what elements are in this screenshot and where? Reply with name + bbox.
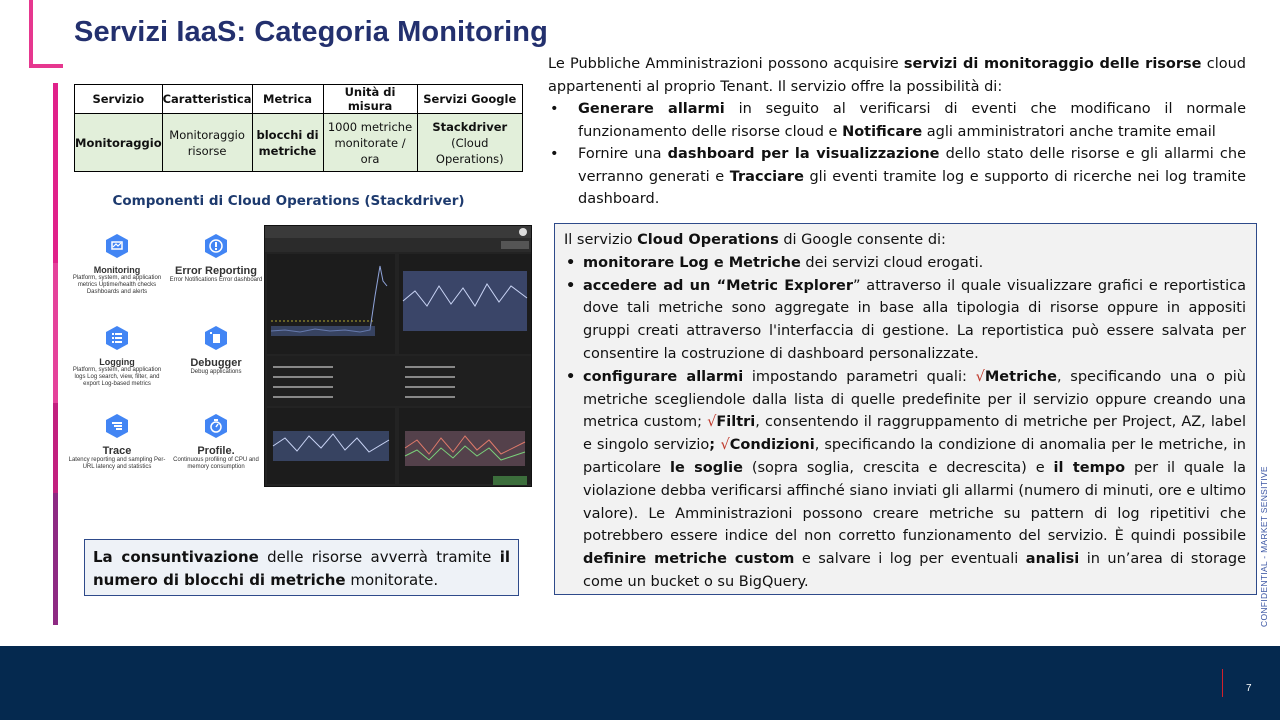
- bullet-bold: Metriche: [984, 368, 1057, 385]
- consumption-note: [84, 539, 519, 596]
- bullet-bold: il tempo: [1053, 459, 1126, 476]
- note-text-1: delle risorse avverrà tramite: [258, 548, 500, 566]
- header-caratteristica: Caratteristica: [162, 85, 252, 114]
- component-name: Logging: [99, 357, 135, 367]
- intro-bold-1: servizi di monitoraggio delle risorse: [903, 56, 1202, 72]
- bullet-text: in seguito al verificarsi di eventi che modificano il normale funzionamento delle risorse cloud e: [578, 101, 1246, 140]
- list-item: [564, 252, 1246, 275]
- google-service-alias: (Cloud Operations): [435, 135, 504, 166]
- component-profiler: [167, 413, 265, 471]
- cell-servizi-google: [417, 114, 522, 172]
- note-bold-2: il numero di blocchi di metriche: [93, 548, 510, 589]
- bullet-bold: le soglie: [670, 459, 743, 476]
- cell-caratteristica: Monitoraggio risorse: [162, 114, 252, 172]
- component-name: Profile.: [197, 445, 235, 457]
- intro-text-1: Le Pubbliche Amministrazioni possono acquisire: [548, 56, 904, 72]
- component-desc: Debug applications: [190, 369, 242, 375]
- bullet-bold: Notificare: [842, 123, 923, 140]
- list-item: [564, 275, 1246, 366]
- bullet-text: dello stato delle risorse e gli allarmi che verranno generati e: [578, 146, 1246, 185]
- header-metrica: Metrica: [252, 85, 323, 114]
- bullet-bold: configurare allarmi: [583, 368, 744, 385]
- cloud-operations-box: [554, 223, 1257, 595]
- bullet-text: , specificando una o più metriche scegliendole dalla lista di quelle predefinite per il servizio oppure creando una metrica custom;: [583, 368, 1247, 431]
- profiler-icon: [203, 413, 229, 439]
- component-desc: Latency reporting and sampling Per-URL latency and statistics: [68, 457, 166, 470]
- list-item: [548, 98, 1246, 143]
- header-servizi-google: Servizi Google: [417, 85, 522, 114]
- google-service-name: Stackdriver: [432, 119, 508, 134]
- intro-text: [548, 53, 1246, 211]
- check-mark: √: [975, 368, 985, 385]
- debugger-icon: [203, 325, 229, 351]
- bullet-bold: dashboard per la visualizzazione: [667, 146, 940, 162]
- bullet-bold: monitorare Log e Metriche: [583, 254, 801, 271]
- dashboard-graphics: [265, 226, 532, 487]
- component-name: Debugger: [190, 357, 242, 369]
- cell-unita: 1000 metriche monitorate / ora: [323, 114, 417, 172]
- component-desc: Platform, system, and application logs Log search, view, filter, and export Log-based metrics: [72, 367, 162, 387]
- cell-servizio: Monitoraggio: [75, 114, 163, 172]
- component-debugger: [167, 325, 265, 376]
- accent-corner-vertical: [29, 0, 33, 66]
- component-logging: [68, 325, 166, 388]
- intro-bullets: [548, 98, 1246, 211]
- header-servizio: Servizio: [75, 85, 163, 114]
- intro-paragraph: [548, 53, 1246, 98]
- list-item: [564, 366, 1246, 594]
- dashboard-screenshot: [264, 225, 532, 487]
- bullet-bold: Condizioni: [729, 437, 815, 454]
- header-unita: Unità di misura: [323, 85, 417, 114]
- note-text-2: monitorate.: [345, 571, 439, 589]
- lead-bold: Cloud Operations: [637, 232, 779, 248]
- footer-divider: [1222, 669, 1223, 697]
- page-title: Servizi IaaS: Categoria Monitoring: [74, 16, 548, 48]
- cloud-bullets: [564, 252, 1246, 594]
- bullet-bold: ;: [709, 437, 721, 454]
- list-item: [548, 143, 1246, 211]
- bullet-text: dei servizi cloud erogati.: [800, 254, 984, 271]
- component-desc: Continuous profiling of CPU and memory consumption: [173, 457, 259, 470]
- check-mark: √: [720, 437, 730, 454]
- confidential-label: CONFIDENTIAL - MARKET SENSITIVE: [1259, 466, 1269, 627]
- bullet-text: ” attraverso il quale visualizzare grafici e reportistica dove tali metriche sono aggregate in base alla tipologia di risorse oppure in appositi gruppi creati attraverso l'interfaccia di gestione. La reportistica può essere salvata per consentire la costruzione di dashboard personalizzate.: [583, 277, 1246, 362]
- side-accent-bar: [53, 263, 58, 403]
- trace-icon: [104, 413, 130, 439]
- component-desc: Error Notifications Error dashboard: [169, 277, 263, 283]
- component-trace: [68, 413, 166, 471]
- component-error-reporting: [167, 233, 265, 284]
- bullet-bold: analisi: [1025, 551, 1080, 568]
- components-title: Componenti di Cloud Operations (Stackdriver): [112, 193, 465, 209]
- bullet-bold: Generare allarmi: [578, 101, 725, 117]
- bullet-text: agli amministratori anche tramite email: [922, 123, 1216, 140]
- monitoring-icon: [104, 233, 130, 259]
- accent-corner-horizontal: [29, 64, 63, 68]
- logging-icon: [104, 325, 130, 351]
- cell-metrica: blocchi di metriche: [252, 114, 323, 172]
- bullet-text: in un’area di storage come un bucket o su BigQuery.: [583, 551, 1247, 590]
- bullet-text: e salvare i log per eventuali: [794, 551, 1026, 568]
- bullet-bold: accedere ad un “Metric Explorer: [583, 277, 853, 294]
- component-name: Trace: [102, 445, 132, 457]
- side-accent-bar: [53, 493, 58, 625]
- lead-text: di Google consente di:: [778, 232, 946, 248]
- component-name: Monitoring: [93, 265, 141, 275]
- side-accent-bar: [53, 83, 58, 263]
- table-header-row: [75, 85, 523, 114]
- check-mark: √: [707, 414, 717, 431]
- table-row: [75, 114, 523, 172]
- bullet-text: , consentendo il raggruppamento di metriche per Project, AZ, label e singolo servizio: [583, 414, 1246, 454]
- component-monitoring: [68, 233, 166, 296]
- bullet-text: , specificando la condizione di anomalia per le metriche, in particolare: [583, 437, 1246, 476]
- bullet-text: (sopra soglia, crescita e decrescita) e: [742, 459, 1054, 476]
- error-reporting-icon: [203, 233, 229, 259]
- bullet-bold: Filtri: [716, 414, 756, 431]
- bullet-text: impostando parametri quali:: [743, 368, 976, 385]
- component-desc: Platform, system, and application metrics Uptime/health checks Dashboards and alerts: [72, 275, 162, 295]
- cloud-lead: [564, 229, 1246, 252]
- bullet-bold: definire metriche custom: [583, 551, 795, 568]
- intro-text-2: cloud appartenenti al proprio Tenant. Il servizio offre la possibilità di:: [548, 56, 1246, 95]
- bullet-text: Fornire una: [578, 146, 668, 162]
- side-accent-bar: [53, 403, 58, 493]
- lead-text: Il servizio: [564, 232, 638, 248]
- bullet-text: gli eventi tramite log e supporto di ricerche nei log tramite dashboard.: [578, 168, 1246, 207]
- component-name: Error Reporting: [175, 265, 257, 277]
- note-bold-1: La consuntivazione: [93, 548, 259, 566]
- bullet-bold: Tracciare: [729, 168, 804, 185]
- service-table: [74, 84, 523, 172]
- footer-bar: [0, 646, 1280, 720]
- page-number: 7: [1246, 683, 1252, 694]
- bullet-text: per il quale la violazione debba verificarsi affinché siano inviati gli allarmi (numero di minuti, ore e ultimo valore). Le Amministrazioni possono creare metriche su pattern di log ripetitivi che potrebbero essere indice del non corretto funzionamento del servizio. È quindi possibile: [583, 459, 1246, 545]
